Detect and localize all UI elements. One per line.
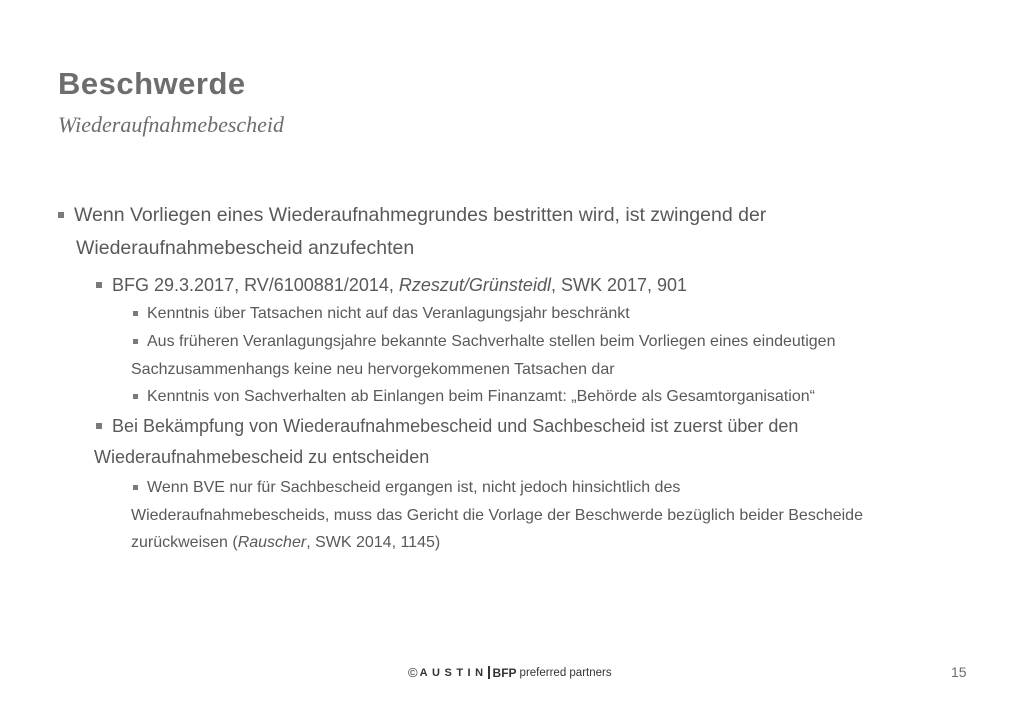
list-item	[133, 328, 993, 383]
list-item	[96, 411, 956, 473]
bullet-text: Wenn BVE nur für Sachbescheid ergangen ist, nicht jedoch hinsichtlich des	[147, 479, 681, 496]
square-bullet-icon	[96, 282, 102, 288]
bullet-text-continued	[131, 529, 993, 557]
citation-text: BFG 29.3.2017, RV/6100881/2014,	[112, 275, 399, 295]
square-bullet-icon	[133, 394, 138, 399]
citation-names: Rzeszut/Grünsteidl	[398, 275, 551, 295]
list-item	[133, 300, 993, 328]
divider	[488, 666, 490, 679]
bullet-text: Bei Bekämpfung von Wiederaufnahmebescheid und Sachbescheid ist zuerst über den	[112, 416, 799, 436]
square-bullet-icon	[133, 485, 138, 490]
slide-title: Beschwerde	[58, 66, 246, 101]
square-bullet-icon	[96, 423, 102, 429]
bullet-text-continued: Sachzusammenhangs keine neu hervorgekommenen Tatsachen dar	[131, 360, 615, 378]
list-item	[96, 270, 956, 301]
citation-source: , SWK 2017, 901	[550, 275, 688, 295]
bullet-text: Kenntnis von Sachverhalten ab Einlangen beim Finanzamt: „Behörde als Gesamtorganisation“	[147, 388, 815, 405]
bullet-text-continued: Wiederaufnahmebescheids, muss das Gericht die Vorlage der Beschwerde bezüglich beider Bescheide	[131, 506, 863, 524]
bullet-text: Kenntnis über Tatsachen nicht auf das Veranlagungsjahr beschränkt	[147, 305, 630, 322]
bullet-text-part: zurückweisen (	[131, 534, 238, 551]
bullet-text-continued: Wiederaufnahmebescheid zu entscheiden	[94, 447, 430, 467]
copyright-symbol: ©	[408, 665, 418, 680]
list-item	[58, 199, 958, 265]
partner-suffix: preferred partners	[519, 666, 612, 679]
bullet-text-continued: Wiederaufnahmebescheid anzufechten	[76, 237, 415, 259]
square-bullet-icon	[58, 212, 64, 218]
footer-logo	[408, 665, 612, 680]
bullet-text-part: , SWK 2014, 1145)	[306, 534, 441, 551]
page-number: 15	[951, 664, 967, 680]
slide-subtitle: Wiederaufnahmebescheid	[58, 112, 285, 137]
brand-name: AUSTIN	[419, 666, 488, 679]
list-item	[133, 383, 993, 411]
citation-author: Rauscher	[237, 534, 307, 551]
bullet-text: Wenn Vorliegen eines Wiederaufnahmegrundes bestritten wird, ist zwingend der	[74, 204, 767, 226]
bullet-text: Aus früheren Veranlagungsjahre bekannte Sachverhalte stellen beim Vorliegen eines eindeutigen	[147, 333, 836, 350]
list-item	[133, 474, 993, 557]
square-bullet-icon	[133, 339, 138, 344]
partner-name: BFP	[492, 665, 517, 680]
square-bullet-icon	[133, 311, 138, 316]
